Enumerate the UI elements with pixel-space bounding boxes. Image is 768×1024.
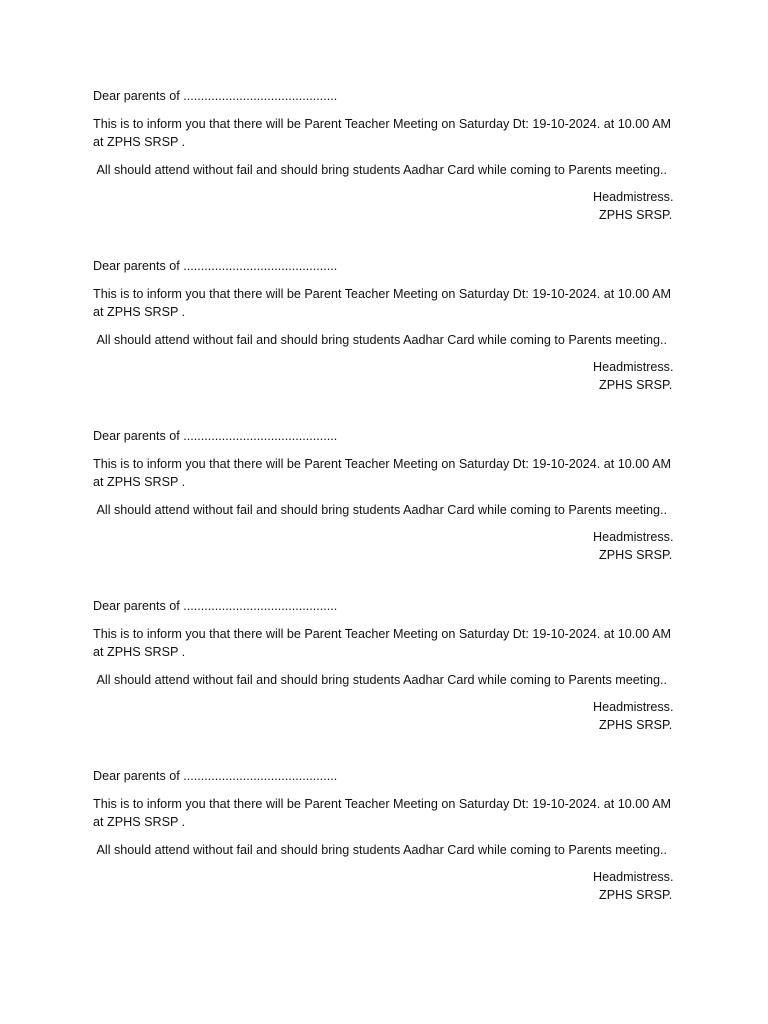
salutation: Dear parents of ............................................ — [93, 429, 338, 443]
signature-block — [593, 528, 683, 564]
attendance-paragraph: All should attend without fail and should bring students Aadhar Card while coming to Parents meeting.. — [93, 673, 668, 687]
attendance-paragraph: All should attend without fail and should bring students Aadhar Card while coming to Parents meeting.. — [93, 333, 668, 347]
meeting-paragraph: This is to inform you that there will be Parent Teacher Meeting on Saturday Dt: 19-10-2024. at 10.00 AM at ZPHS SRSP . — [93, 117, 675, 149]
notice-block — [93, 597, 683, 734]
notice-block — [93, 767, 683, 904]
meeting-paragraph: This is to inform you that there will be Parent Teacher Meeting on Saturday Dt: 19-10-2024. at 10.00 AM at ZPHS SRSP . — [93, 797, 675, 829]
salutation: Dear parents of ............................................ — [93, 769, 338, 783]
salutation: Dear parents of ............................................ — [93, 259, 338, 273]
attendance-paragraph: All should attend without fail and should bring students Aadhar Card while coming to Parents meeting.. — [93, 843, 668, 857]
attendance-paragraph: All should attend without fail and should bring students Aadhar Card while coming to Parents meeting.. — [93, 163, 668, 177]
salutation: Dear parents of ............................................ — [93, 599, 338, 613]
meeting-paragraph: This is to inform you that there will be Parent Teacher Meeting on Saturday Dt: 19-10-2024. at 10.00 AM at ZPHS SRSP . — [93, 627, 675, 659]
signature-school: ZPHS SRSP. — [599, 378, 673, 392]
signature-title: Headmistress. — [593, 700, 674, 714]
signature-block — [593, 868, 683, 904]
signature-title: Headmistress. — [593, 870, 674, 884]
signature-school: ZPHS SRSP. — [599, 208, 673, 222]
signature-school: ZPHS SRSP. — [599, 718, 673, 732]
signature-school: ZPHS SRSP. — [599, 888, 673, 902]
signature-block — [593, 698, 683, 734]
notice-block — [93, 427, 683, 564]
meeting-paragraph: This is to inform you that there will be Parent Teacher Meeting on Saturday Dt: 19-10-2024. at 10.00 AM at ZPHS SRSP . — [93, 287, 675, 319]
signature-block — [593, 358, 683, 394]
notice-block — [93, 257, 683, 394]
meeting-paragraph: This is to inform you that there will be Parent Teacher Meeting on Saturday Dt: 19-10-2024. at 10.00 AM at ZPHS SRSP . — [93, 457, 675, 489]
signature-title: Headmistress. — [593, 530, 674, 544]
signature-title: Headmistress. — [593, 190, 674, 204]
signature-school: ZPHS SRSP. — [599, 548, 673, 562]
signature-block — [593, 188, 683, 224]
salutation: Dear parents of ............................................ — [93, 89, 338, 103]
signature-title: Headmistress. — [593, 360, 674, 374]
notice-block — [93, 87, 683, 224]
attendance-paragraph: All should attend without fail and should bring students Aadhar Card while coming to Parents meeting.. — [93, 503, 668, 517]
